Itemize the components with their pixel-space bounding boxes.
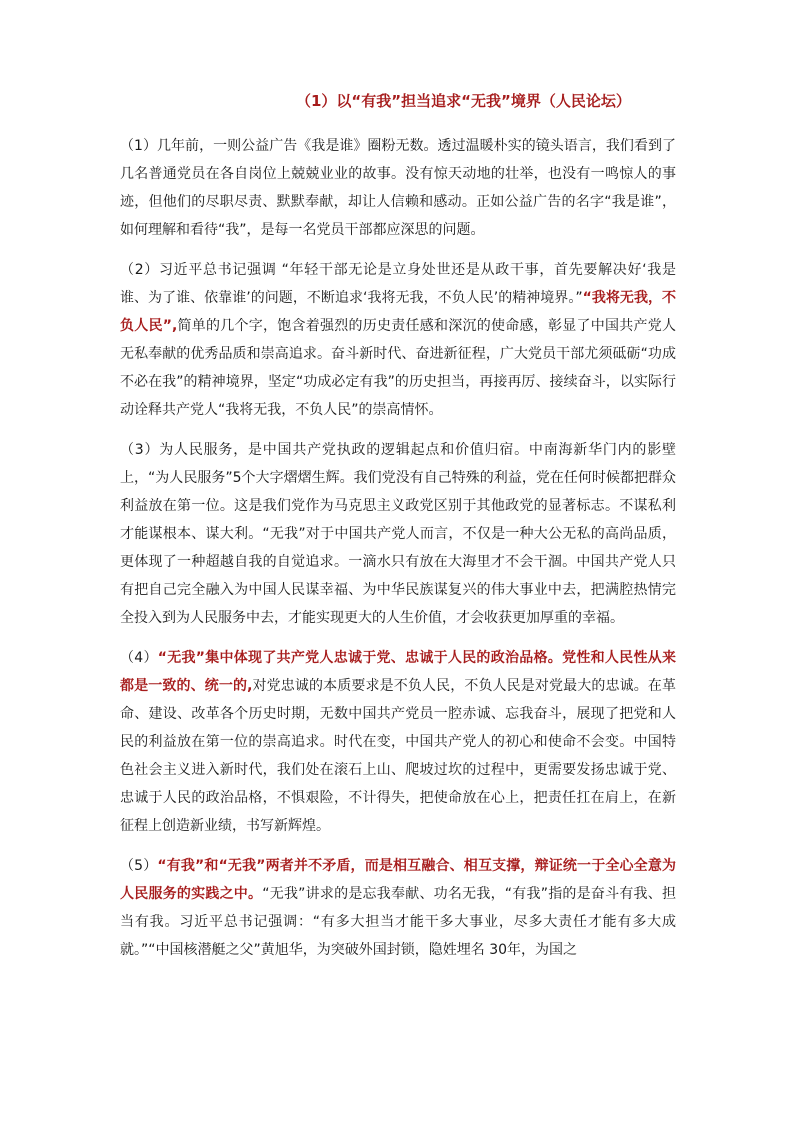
paragraph-number: （4） xyxy=(120,650,158,666)
paragraph-4 xyxy=(120,644,676,840)
paragraph-text: （1）几年前，一则公益广告《我是谁》圈粉无数。透过温暖朴实的镜头语言，我们看到了几名普通党员在各自岗位上兢兢业业的故事。没有惊天动地的壮举，也没有一鸣惊人的事迹，但他们的尽职尽责、默默奉献，却让人信赖和感动。正如公益广告的名字“我是谁”，如何理解和看待“我”，是每一名党员干部都应深思的问题。 xyxy=(120,138,676,238)
highlighted-text: “无我”集中体现了共产党人忠诚于党、忠诚于人民的政治品格。党性和人民性从来都是一致的、统一的, xyxy=(120,650,676,694)
paragraph-text: “无我”讲求的是忘我奉献、功名无我，“有我”指的是奋斗有我、担当有我。习近平总书记强调：“有多大担当才能干多大事业，尽多大责任才能有多大成就。”“中国核潜艇之父”黄旭华，为突破外国封锁，隐姓埋名 30年，为国之 xyxy=(120,886,676,958)
paragraph-3 xyxy=(120,436,676,632)
paragraph-1 xyxy=(120,132,676,244)
document-page xyxy=(120,88,676,976)
paragraph-2 xyxy=(120,256,676,424)
article-title: （1）以“有我”担当追求“无我”境界（人民论坛） xyxy=(296,92,631,110)
highlighted-text: “我将无我，不负人民”, xyxy=(120,290,676,334)
paragraph-text: 对党忠诚的本质要求是不负人民，不负人民是对党最大的忠诚。在革命、建设、改革各个历史时期，无数中国共产党员一腔赤诚、忘我奋斗，展现了把党和人民的利益放在第一位的崇高追求。时代在变，中国共产党人的初心和使命不会变。中国特色社会主义进入新时代，我们处在滚石上山、爬坡过坎的过程中，更需要发扬忠诚于党、忠诚于人民的政治品格，不惧艰险，不计得失，把使命放在心上，把责任扛在肩上，在新征程上创造新业绩，书写新辉煌。 xyxy=(120,678,676,834)
paragraph-text: （3）为人民服务，是中国共产党执政的逻辑起点和价值归宿。中南海新华门内的影壁上，“为人民服务”5个大字熠熠生辉。我们党没有自己特殊的利益，党在任何时候都把群众利益放在第一位。这是我们党作为马克思主义政党区别于其他政党的显著标志。不谋私利才能谋根本、谋大利。“无我”对于中国共产党人而言，不仅是一种大公无私的高尚品质，更体现了一种超越自我的自觉追求。一滴水只有放在大海里才不会干涸。中国共产党人只有把自己完全融入为中国人民谋幸福、为中华民族谋复兴的伟大事业中去，把满腔热情完全投入到为人民服务中去，才能实现更大的人生价值，才会收获更加厚重的幸福。 xyxy=(120,442,676,626)
paragraph-5 xyxy=(120,852,676,964)
paragraph-text: （2）习近平总书记强调 “年轻干部无论是立身处世还是从政干事，首先要解决好‘我是谁、为了谁、依靠谁’的问题，不断追求‘我将无我，不负人民’的精神境界。” xyxy=(120,262,676,306)
highlighted-text: “有我”和“无我”两者并不矛盾，而是相互融合、相互支撑，辩证统一于全心全意为人民服务的实践之中。 xyxy=(120,858,676,902)
paragraph-text: 简单的几个字，饱含着强烈的历史责任感和深沉的使命感，彰显了中国共产党人无私奉献的优秀品质和崇高追求。奋斗新时代、奋进新征程，广大党员干部尤须砥砺“功成不必在我”的精神境界，坚定“功成必定有我”的历史担当，再接再厉、接续奋斗，以实际行动诠释共产党人“我将无我，不负人民”的崇高情怀。 xyxy=(120,318,677,418)
paragraph-number: （5） xyxy=(120,858,158,874)
